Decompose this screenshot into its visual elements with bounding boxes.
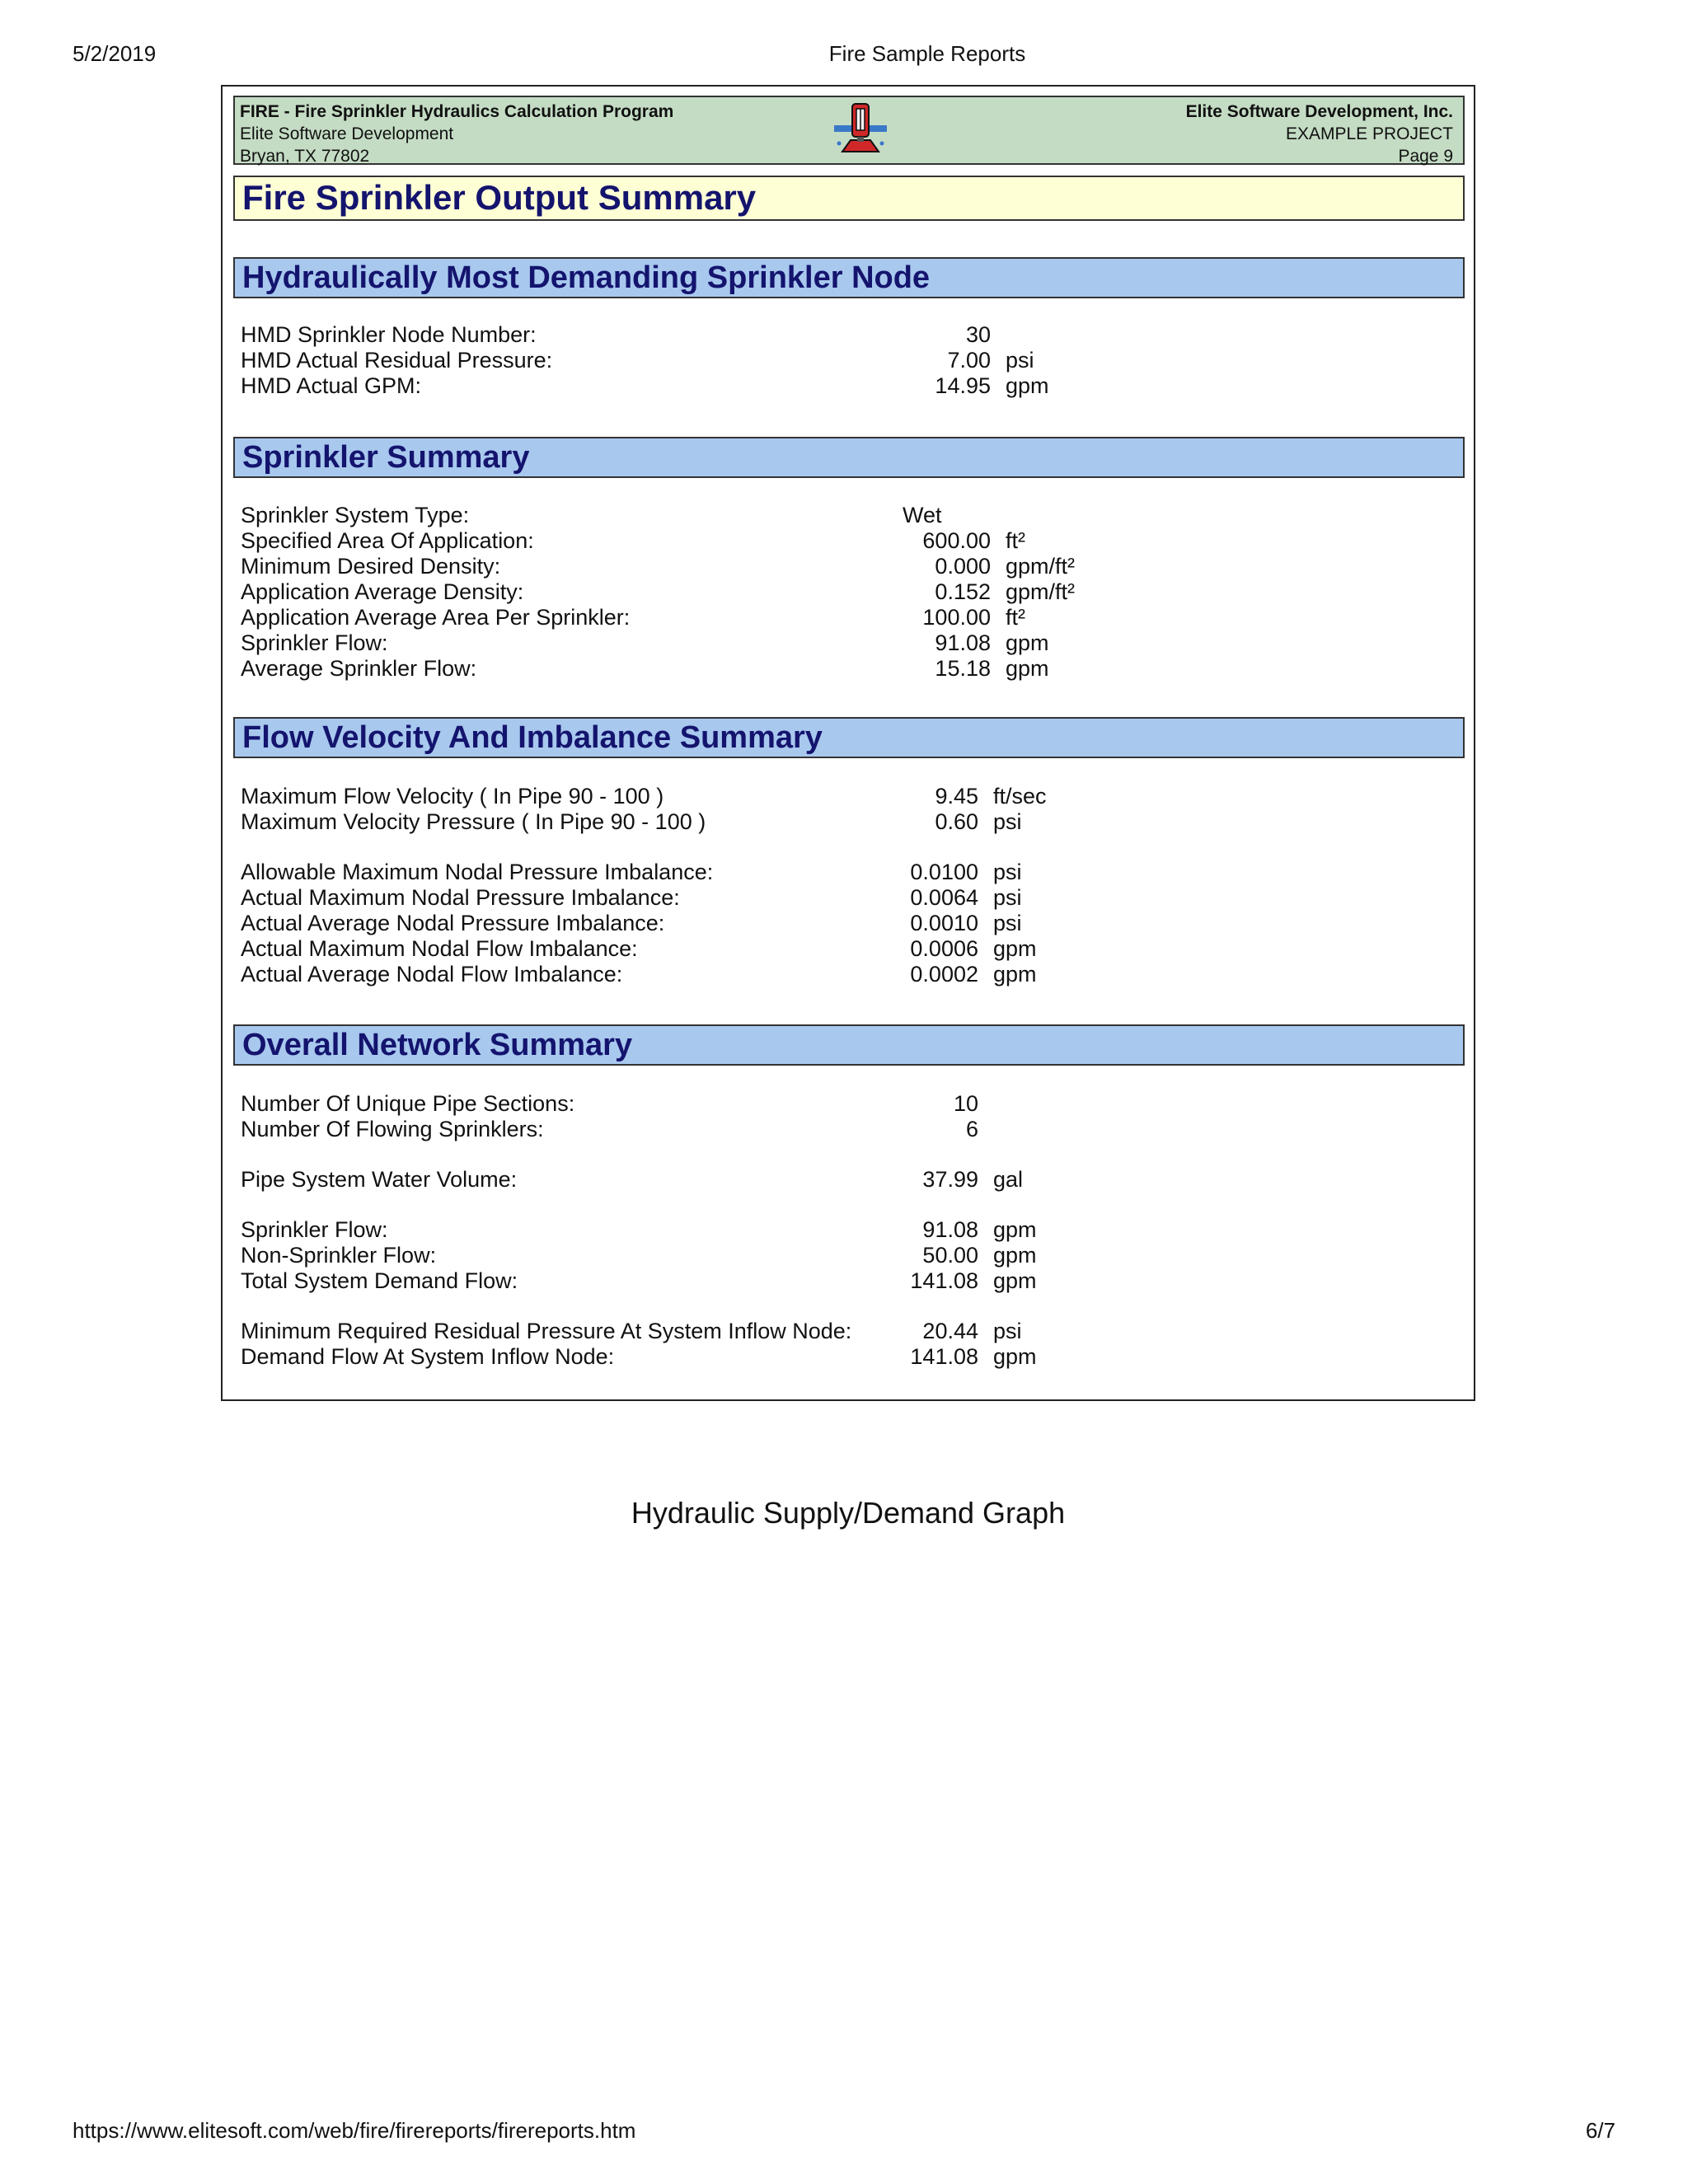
data-row <box>241 373 1461 399</box>
data-row <box>241 348 1461 373</box>
data-row <box>241 885 1461 911</box>
row-unit: gpm <box>1006 630 1049 655</box>
data-row <box>241 1091 1461 1117</box>
row-label: Total System Demand Flow: <box>241 1268 518 1293</box>
row-label: Sprinkler Flow: <box>241 1217 388 1242</box>
row-value: 141.08 <box>910 1344 978 1369</box>
data-row <box>241 554 1461 579</box>
row-unit: ft² <box>1006 528 1025 553</box>
row-label: HMD Actual GPM: <box>241 373 422 398</box>
row-unit: gpm <box>993 1268 1037 1293</box>
data-row <box>241 911 1461 936</box>
section-heading-hmd: Hydraulically Most Demanding Sprinkler Node <box>233 257 1465 298</box>
row-value: 0.0006 <box>910 936 978 961</box>
row-unit: ft² <box>1006 605 1025 630</box>
row-label: Actual Average Nodal Pressure Imbalance: <box>241 911 665 935</box>
row-label: HMD Actual Residual Pressure: <box>241 348 553 373</box>
row-unit: gpm <box>993 962 1037 987</box>
row-unit: gpm/ft² <box>1006 579 1076 604</box>
row-unit: psi <box>993 885 1022 910</box>
row-value: 30 <box>965 322 991 347</box>
row-value: 9.45 <box>935 784 978 808</box>
data-row <box>241 630 1461 656</box>
print-date: 5/2/2019 <box>73 41 157 66</box>
program-name: FIRE - Fire Sprinkler Hydraulics Calculation Program <box>240 102 674 121</box>
data-row <box>241 579 1461 605</box>
row-value: 6 <box>965 1117 978 1141</box>
row-value: 600.00 <box>922 528 991 553</box>
report-page-number: Page 9 <box>1398 147 1453 166</box>
row-unit: psi <box>993 1319 1022 1343</box>
row-value: 15.18 <box>935 656 991 681</box>
row-value: 0.0064 <box>910 885 978 910</box>
row-unit: gpm/ft² <box>1006 554 1076 579</box>
row-label: Maximum Flow Velocity ( In Pipe 90 - 100 ) <box>241 784 664 808</box>
row-label: Sprinkler System Type: <box>241 503 470 527</box>
report-banner <box>233 96 1465 165</box>
company-name: Elite Software Development <box>240 124 454 143</box>
row-label: Non-Sprinkler Flow: <box>241 1243 437 1268</box>
row-value: 0.0002 <box>910 962 978 987</box>
row-label: Actual Maximum Nodal Flow Imbalance: <box>241 936 638 961</box>
row-unit: gpm <box>1006 373 1049 398</box>
data-row <box>241 1217 1461 1243</box>
row-label: Number Of Flowing Sprinklers: <box>241 1117 544 1141</box>
data-row <box>241 962 1461 987</box>
data-row <box>241 860 1461 885</box>
row-value: 0.152 <box>935 579 991 604</box>
row-unit: psi <box>993 860 1022 884</box>
row-unit: ft/sec <box>993 784 1047 808</box>
data-row <box>241 1268 1461 1294</box>
project-name: EXAMPLE PROJECT <box>1285 124 1453 143</box>
row-unit: gpm <box>993 936 1037 961</box>
row-label: Application Average Area Per Sprinkler: <box>241 605 631 630</box>
print-page-title: Fire Sample Reports <box>828 41 1026 66</box>
row-value: 100.00 <box>922 605 991 630</box>
row-value: 20.44 <box>922 1319 978 1343</box>
row-label: Allowable Maximum Nodal Pressure Imbalance: <box>241 860 714 884</box>
row-unit: gpm <box>993 1344 1037 1369</box>
section-heading-velocity: Flow Velocity And Imbalance Summary <box>233 717 1465 758</box>
data-row <box>241 1167 1461 1193</box>
row-label: Specified Area Of Application: <box>241 528 534 553</box>
browser-print-header <box>0 41 1688 66</box>
row-unit: gpm <box>993 1243 1037 1268</box>
report-title: Fire Sprinkler Output Summary <box>233 176 1465 221</box>
browser-print-footer <box>0 2118 1688 2143</box>
row-value: 14.95 <box>935 373 991 398</box>
data-row <box>241 936 1461 962</box>
company-city: Bryan, TX 77802 <box>240 147 370 166</box>
row-unit: psi <box>993 809 1022 834</box>
report-page <box>221 85 1475 1401</box>
data-row <box>241 605 1461 630</box>
row-unit: gpm <box>1006 656 1049 681</box>
fire-sprinkler-logo-icon <box>831 101 890 160</box>
row-value: 91.08 <box>935 630 991 655</box>
data-row <box>241 322 1461 348</box>
row-value: 141.08 <box>910 1268 978 1293</box>
row-label: Pipe System Water Volume: <box>241 1167 518 1192</box>
print-url[interactable]: https://www.elitesoft.com/web/fire/firereports/firereports.htm <box>73 2118 636 2143</box>
data-row <box>241 1344 1461 1370</box>
row-unit: gpm <box>993 1217 1037 1242</box>
data-row <box>241 1319 1461 1344</box>
data-row <box>241 1243 1461 1268</box>
data-row <box>241 528 1461 554</box>
row-unit: gal <box>993 1167 1024 1192</box>
row-label: Actual Maximum Nodal Pressure Imbalance: <box>241 885 680 910</box>
row-value: Wet <box>903 503 942 527</box>
row-value: 10 <box>953 1091 978 1116</box>
row-value: 0.000 <box>935 554 991 579</box>
section-heading-network: Overall Network Summary <box>233 1024 1465 1066</box>
row-value: 0.0100 <box>910 860 978 884</box>
data-row <box>241 1117 1461 1142</box>
row-label: Average Sprinkler Flow: <box>241 656 477 681</box>
row-label: Application Average Density: <box>241 579 524 604</box>
row-value: 0.60 <box>935 809 978 834</box>
data-row <box>241 784 1461 809</box>
row-label: Maximum Velocity Pressure ( In Pipe 90 - 100 ) <box>241 809 706 834</box>
data-row <box>241 503 1461 528</box>
row-value: 50.00 <box>922 1243 978 1268</box>
row-value: 7.00 <box>947 348 991 373</box>
graph-title: Hydraulic Supply/Demand Graph <box>631 1496 1066 1530</box>
banner-right <box>1186 101 1453 167</box>
row-value: 91.08 <box>922 1217 978 1242</box>
row-value: 0.0010 <box>910 911 978 935</box>
row-label: Sprinkler Flow: <box>241 630 388 655</box>
row-unit: psi <box>1006 348 1034 373</box>
section-heading-sprinkler: Sprinkler Summary <box>233 437 1465 478</box>
right-company-name: Elite Software Development, Inc. <box>1185 102 1453 121</box>
row-value: 37.99 <box>922 1167 978 1192</box>
row-label: Demand Flow At System Inflow Node: <box>241 1344 615 1369</box>
data-row <box>241 656 1461 682</box>
row-label: Number Of Unique Pipe Sections: <box>241 1091 575 1116</box>
banner-left <box>240 101 673 167</box>
row-label: Minimum Required Residual Pressure At System Inflow Node: <box>241 1319 852 1343</box>
row-unit: psi <box>993 911 1022 935</box>
data-row <box>241 809 1461 835</box>
row-label: Minimum Desired Density: <box>241 554 501 579</box>
print-page-count: 6/7 <box>1585 2118 1615 2143</box>
row-label: Actual Average Nodal Flow Imbalance: <box>241 962 623 987</box>
row-label: HMD Sprinkler Node Number: <box>241 322 537 347</box>
